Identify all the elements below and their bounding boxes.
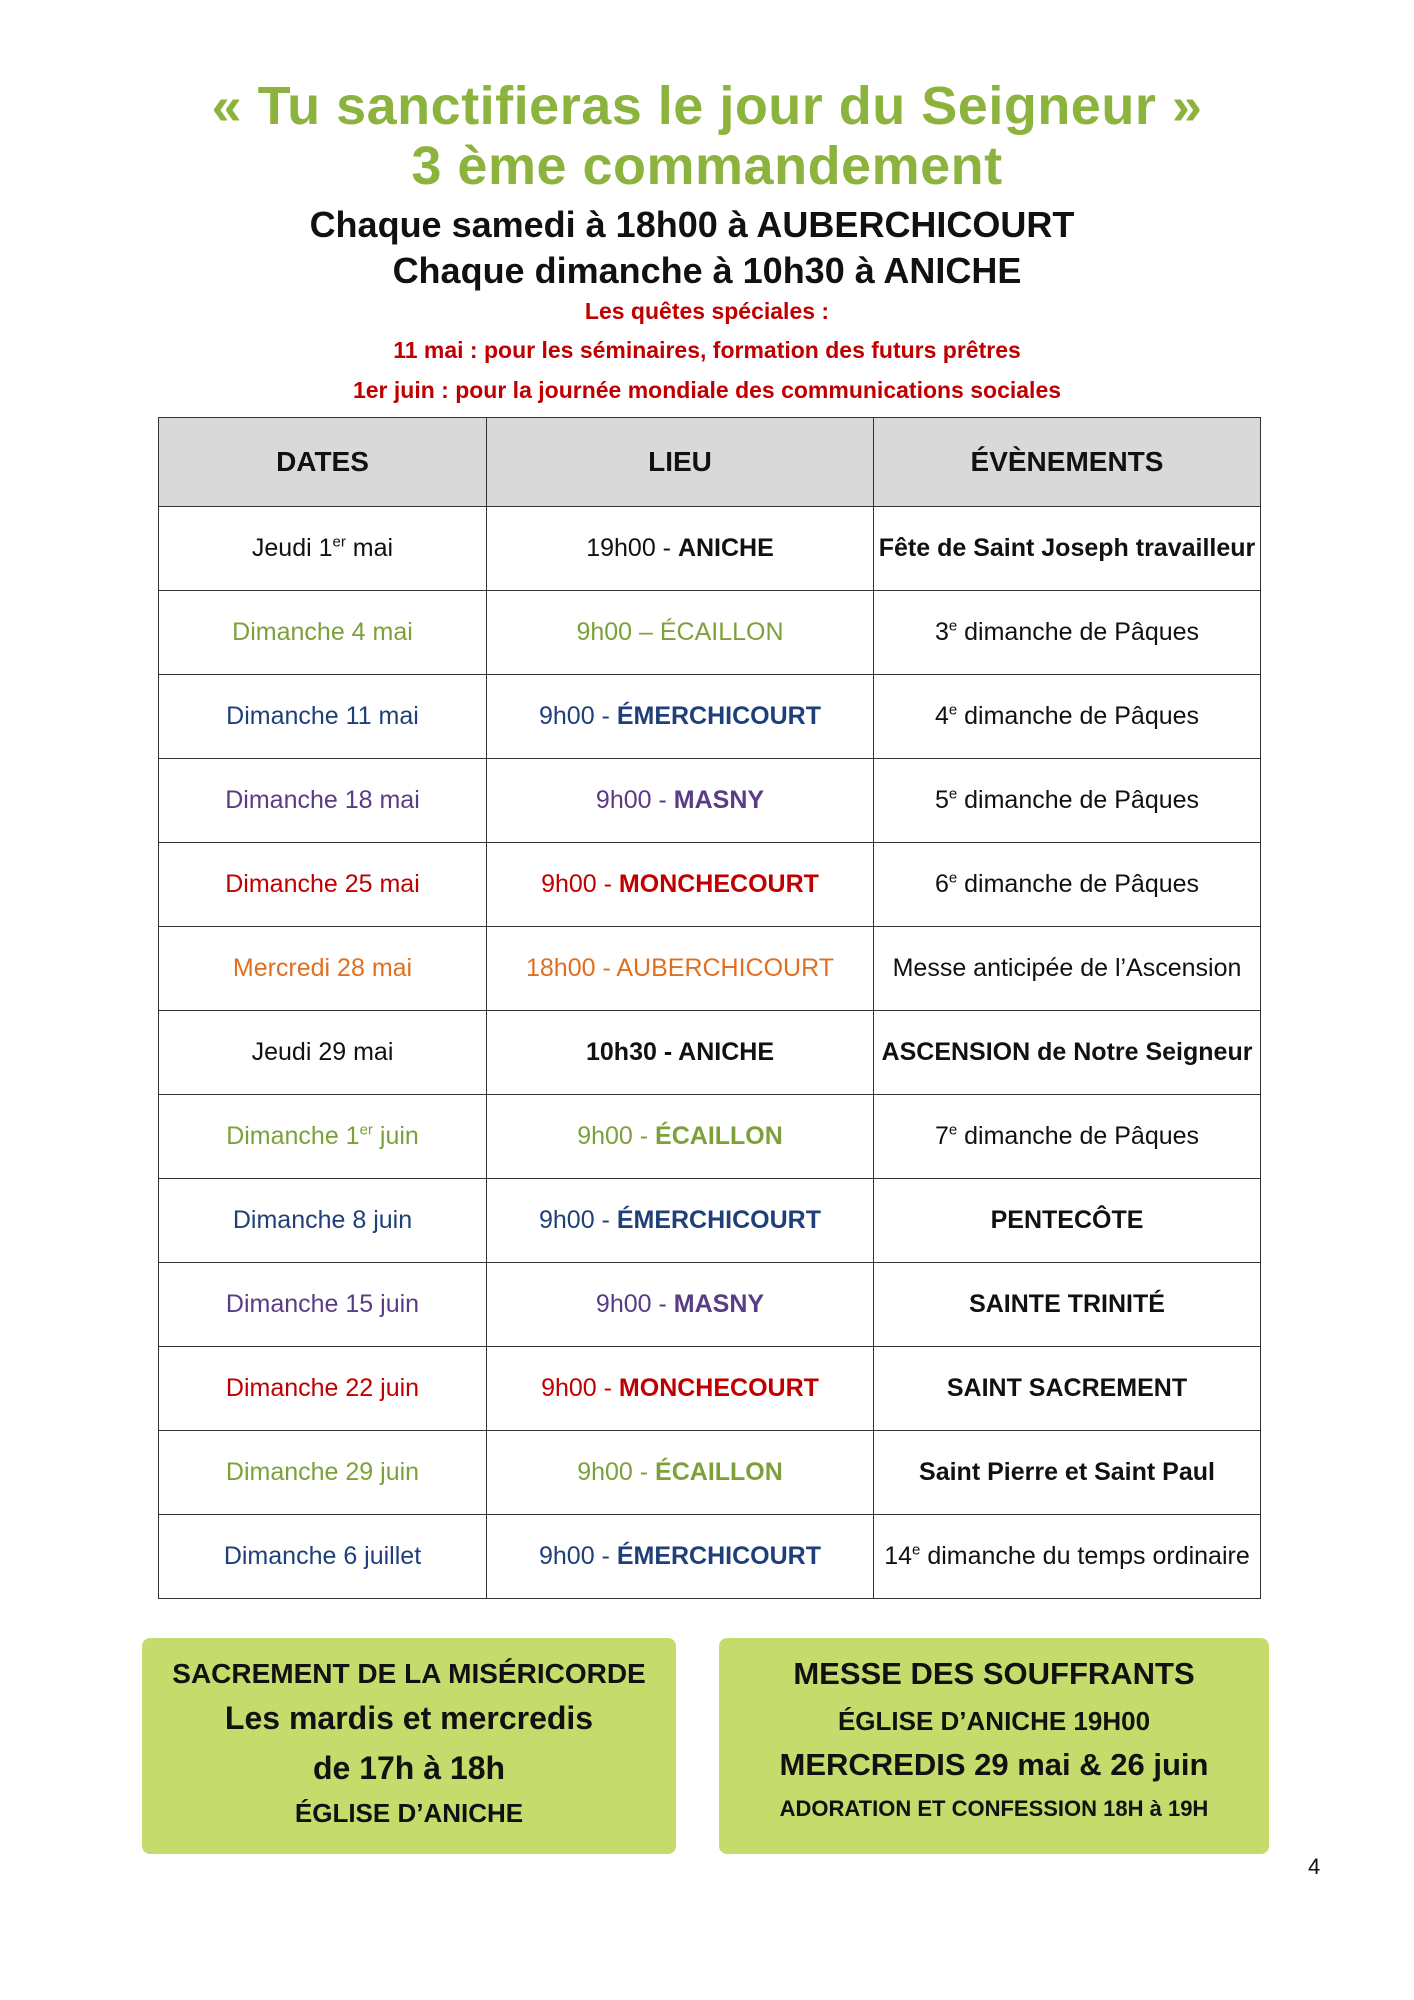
date-cell: [159, 927, 487, 1011]
place-text: ÉMERCHICOURT: [616, 1206, 821, 1234]
quetes-title: Les quêtes spéciales :: [584, 298, 830, 324]
event-text: SAINTE TRINITÉ: [969, 1290, 1165, 1318]
table-row: [159, 843, 1261, 927]
event-cell: [874, 591, 1261, 675]
column-header-lieu: LIEU: [487, 418, 874, 507]
event-cell: [874, 1431, 1261, 1515]
event-text: 3: [934, 618, 949, 646]
lieu-cell: [487, 591, 874, 675]
table-row: [159, 1515, 1261, 1599]
event-tail: dimanche de Pâques: [957, 618, 1200, 646]
souffrants-title: MESSE DES SOUFFRANTS: [793, 1656, 1195, 1691]
event-cell: [874, 507, 1261, 591]
table-row: [159, 1179, 1261, 1263]
date-text: Dimanche 1: [226, 1122, 360, 1150]
time-text: 18h00 -: [526, 954, 617, 982]
event-text: SAINT SACREMENT: [946, 1374, 1188, 1402]
event-text: 4: [934, 702, 949, 730]
event-cell: [874, 1095, 1261, 1179]
date-cell: [159, 507, 487, 591]
table-row: [159, 675, 1261, 759]
time-text: 9h00 -: [595, 786, 674, 814]
date-text: Dimanche 29 juin: [225, 1458, 420, 1486]
event-cell: [874, 1179, 1261, 1263]
place-text: ÉCAILLON: [655, 1122, 783, 1150]
event-sup: e: [948, 869, 958, 887]
page-subtitle: 3 ème commandement: [411, 136, 1003, 196]
lieu-cell: [487, 1095, 874, 1179]
table-row: [159, 1263, 1261, 1347]
column-header-evenements: ÉVÈNEMENTS: [874, 418, 1261, 507]
place-text: AUBERCHICOURT: [616, 954, 834, 982]
event-text: ASCENSION de Notre Seigneur: [881, 1038, 1253, 1066]
souffrants-box: [719, 1638, 1269, 1854]
table-row: [159, 507, 1261, 591]
time-text: 9h00 -: [541, 870, 619, 898]
event-sup: e: [948, 617, 958, 635]
souffrants-place: ÉGLISE D’ANICHE 19H00: [837, 1706, 1151, 1736]
event-tail: dimanche de Pâques: [957, 786, 1200, 814]
quete-item: 1er juin : pour la journée mondiale des communications sociales: [352, 377, 1062, 403]
date-text: Mercredi 28 mai: [232, 954, 413, 982]
date-text: Dimanche 22 juin: [225, 1374, 420, 1402]
place-text: ANICHE: [678, 1038, 775, 1066]
lieu-cell: [487, 1179, 874, 1263]
time-text: 9h00 -: [538, 1542, 617, 1570]
lieu-cell: [487, 927, 874, 1011]
time-text: 19h00 -: [586, 534, 678, 562]
date-text: Dimanche 18 mai: [225, 786, 420, 814]
event-cell: [874, 1263, 1261, 1347]
date-text: Jeudi 1: [251, 534, 333, 562]
place-text: ÉCAILLON: [655, 1458, 783, 1486]
lieu-cell: [487, 1515, 874, 1599]
quete-item: 11 mai : pour les séminaires, formation des futurs prêtres: [393, 337, 1021, 363]
event-cell: [874, 927, 1261, 1011]
event-tail: dimanche de Pâques: [957, 870, 1200, 898]
time-text: 9h00 -: [595, 1290, 674, 1318]
misericorde-title: SACREMENT DE LA MISÉRICORDE: [172, 1658, 646, 1689]
date-sup: er: [359, 1121, 373, 1139]
event-tail: dimanche de Pâques: [957, 1122, 1200, 1150]
lieu-cell: [487, 843, 874, 927]
misericorde-days: Les mardis et mercredis: [224, 1700, 594, 1736]
date-cell: [159, 1515, 487, 1599]
table-row: [159, 927, 1261, 1011]
place-text: MASNY: [673, 1290, 765, 1318]
schedule-table: [158, 417, 1261, 1599]
place-text: MASNY: [673, 786, 765, 814]
misericorde-hours: de 17h à 18h: [312, 1750, 506, 1786]
event-cell: [874, 675, 1261, 759]
event-text: Fête de Saint Joseph travailleur: [878, 534, 1256, 562]
misericorde-box: [142, 1638, 676, 1854]
event-sup: e: [948, 701, 958, 719]
date-text: Dimanche 25 mai: [225, 870, 420, 898]
lieu-cell: [487, 675, 874, 759]
date-cell: [159, 1263, 487, 1347]
date-cell: [159, 759, 487, 843]
event-text: PENTECÔTE: [990, 1206, 1144, 1234]
event-cell: [874, 1347, 1261, 1431]
event-sup: e: [948, 1121, 958, 1139]
time-text: 10h30 -: [585, 1038, 679, 1066]
lieu-cell: [487, 1347, 874, 1431]
lieu-cell: [487, 759, 874, 843]
date-tail: juin: [372, 1122, 419, 1150]
table-row: [159, 1431, 1261, 1515]
time-text: 9h00 -: [538, 702, 617, 730]
table-row: [159, 1347, 1261, 1431]
event-text: 7: [934, 1122, 949, 1150]
date-text: Dimanche 15 juin: [225, 1290, 420, 1318]
event-text: Saint Pierre et Saint Paul: [919, 1458, 1215, 1486]
time-text: 9h00 –: [576, 618, 660, 646]
date-cell: [159, 1095, 487, 1179]
table-row: [159, 759, 1261, 843]
lieu-cell: [487, 1431, 874, 1515]
event-sup: e: [912, 1541, 921, 1559]
page-title: « Tu sanctifieras le jour du Seigneur »: [211, 76, 1203, 136]
souffrants-adoration: ADORATION ET CONFESSION 18H à 19H: [779, 1796, 1209, 1821]
date-cell: [159, 591, 487, 675]
lieu-cell: [487, 507, 874, 591]
date-tail: mai: [345, 534, 394, 562]
event-text: Messe anticipée de l’Ascension: [892, 954, 1242, 982]
sunday-schedule: Chaque dimanche à 10h30 à ANICHE: [392, 250, 1022, 291]
saturday-schedule: Chaque samedi à 18h00 à AUBERCHICOURT: [309, 204, 1075, 245]
souffrants-dates: MERCREDIS 29 mai & 26 juin: [779, 1747, 1209, 1782]
event-text: 6: [934, 870, 949, 898]
event-cell: [874, 1515, 1261, 1599]
date-sup: er: [332, 533, 346, 551]
date-cell: [159, 1347, 487, 1431]
place-text: MONCHECOURT: [618, 870, 819, 898]
date-cell: [159, 1179, 487, 1263]
event-cell: [874, 759, 1261, 843]
table-row: [159, 1011, 1261, 1095]
event-text: 5: [934, 786, 949, 814]
date-cell: [159, 843, 487, 927]
date-text: Dimanche 11 mai: [226, 702, 419, 730]
lieu-cell: [487, 1263, 874, 1347]
column-header-dates: DATES: [159, 418, 487, 507]
place-text: ÉCAILLON: [659, 618, 784, 646]
date-text: Dimanche 4 mai: [232, 618, 413, 646]
table-header-row: [159, 418, 1261, 507]
place-text: ANICHE: [677, 534, 774, 562]
event-cell: [874, 1011, 1261, 1095]
lieu-cell: [487, 1011, 874, 1095]
date-cell: [159, 1431, 487, 1515]
time-text: 9h00 -: [541, 1374, 619, 1402]
time-text: 9h00 -: [538, 1206, 617, 1234]
place-text: ÉMERCHICOURT: [616, 702, 821, 730]
event-tail: dimanche du temps ordinaire: [920, 1542, 1250, 1570]
date-cell: [159, 1011, 487, 1095]
table-row: [159, 591, 1261, 675]
misericorde-place: ÉGLISE D’ANICHE: [294, 1798, 524, 1828]
time-text: 9h00 -: [577, 1122, 656, 1150]
table-row: [159, 1095, 1261, 1179]
place-text: MONCHECOURT: [618, 1374, 819, 1402]
page-number: 4: [1308, 1854, 1321, 1879]
event-text: 14: [884, 1542, 913, 1570]
date-text: Dimanche 8 juin: [232, 1206, 413, 1234]
event-cell: [874, 843, 1261, 927]
time-text: 9h00 -: [577, 1458, 656, 1486]
place-text: ÉMERCHICOURT: [616, 1542, 821, 1570]
event-sup: e: [948, 785, 958, 803]
date-text: Dimanche 6 juillet: [223, 1542, 422, 1570]
date-cell: [159, 675, 487, 759]
date-text: Jeudi 29 mai: [251, 1038, 394, 1066]
event-tail: dimanche de Pâques: [957, 702, 1200, 730]
